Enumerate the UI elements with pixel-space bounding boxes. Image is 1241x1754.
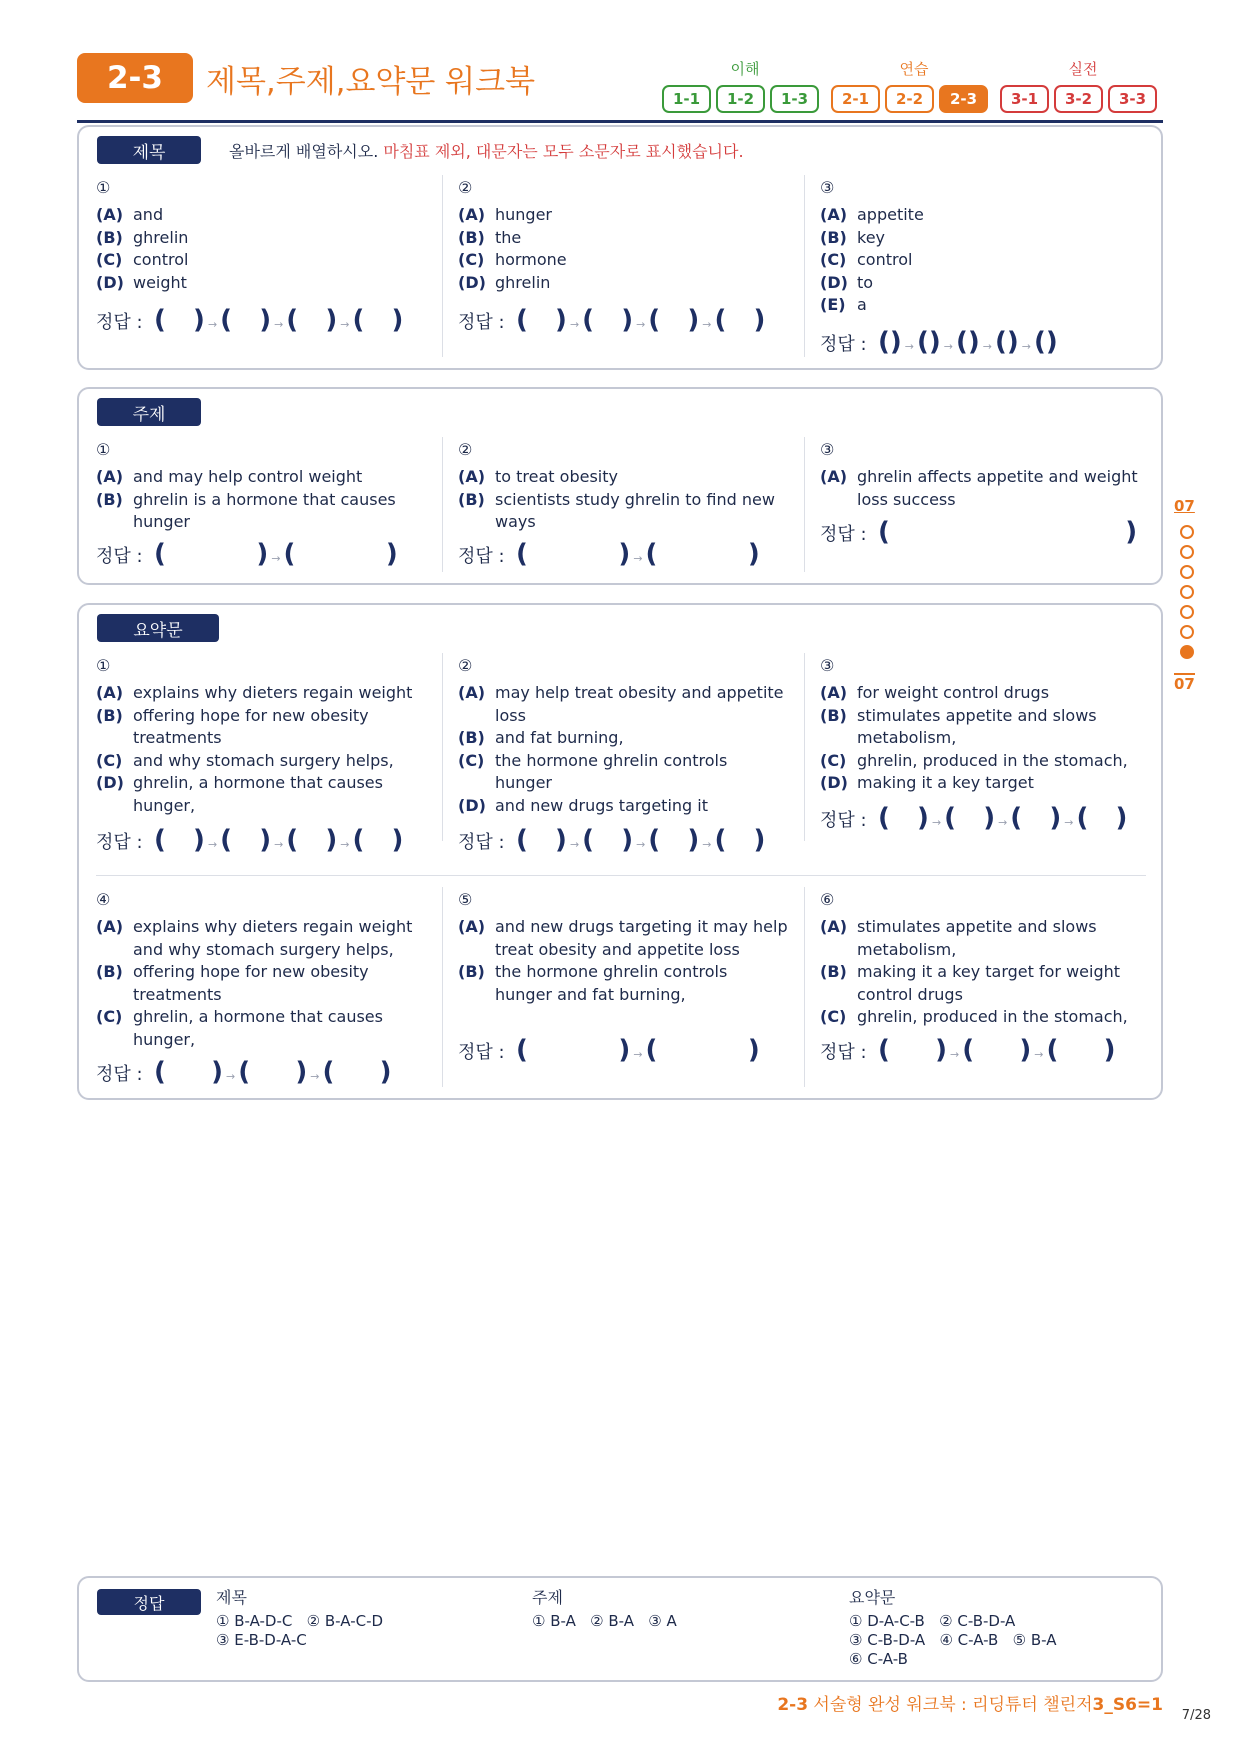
option-d: (D) and new drugs targeting it: [458, 795, 708, 815]
stage-button-3-2[interactable]: 3-2: [1054, 85, 1103, 113]
theme-section: [77, 387, 1163, 585]
answer-blank[interactable]: 정답 : ( ) → ( ) → ( ) → ( ): [458, 305, 766, 335]
option-b: (B) scientists study ghrelin to find new ways: [458, 489, 775, 531]
summary-section: [77, 603, 1163, 1100]
problem-number: ①: [96, 656, 111, 675]
option-a: (A) and may help control weight: [96, 467, 363, 486]
option-a: (A) hunger: [458, 205, 552, 224]
answer-blank[interactable]: 정답 : ( ) → ( ) → ( ) → ( ): [458, 825, 766, 855]
answer-blank[interactable]: 정답 : ( ) → ( ): [458, 1035, 760, 1065]
theme-problem-3: [820, 439, 1150, 511]
stage-label-real: 실전: [1068, 60, 1098, 78]
problem-number: ②: [458, 440, 473, 459]
problem-number: ②: [458, 656, 473, 675]
option-c: (C) control: [96, 250, 189, 269]
option-c: (C) hormone: [458, 250, 567, 269]
stage-button-2-3[interactable]: 2-3: [939, 85, 988, 113]
stage-button-1-2[interactable]: 1-2: [716, 85, 765, 113]
progress-dot: [1180, 565, 1194, 579]
option-b: (B) making it a key target for weight control drugs: [820, 962, 1121, 1004]
answer-key-theme: 주제 ① B-A ② B-A ③ A: [532, 1588, 677, 1630]
summary-problem-4: [96, 889, 426, 1051]
option-d: (D) ghrelin, a hormone that causes hunger,: [96, 773, 383, 815]
problem-number: ③: [820, 656, 835, 675]
column-divider: [804, 175, 805, 357]
option-b: (B) key: [820, 227, 886, 247]
progress-dot: [1180, 605, 1194, 619]
progress-dot-current: [1180, 645, 1194, 659]
option-b: (B) the hormone ghrelin controls hunger and fat burning,: [458, 962, 728, 1004]
column-divider: [442, 653, 443, 841]
answer-blank[interactable]: 정답 : ( ) → ( ): [458, 539, 760, 569]
lesson-badge: 2-3: [77, 53, 193, 103]
option-d: (D) weight: [96, 272, 187, 292]
option-c: (C) ghrelin, a hormone that causes hunger,: [96, 1007, 383, 1049]
problem-number: ④: [96, 890, 111, 909]
theme-problem-2: [458, 439, 788, 534]
option-a: (A) stimulates appetite and slows metabolism,: [820, 917, 1097, 959]
answer-blank[interactable]: 정답 : ( ) → ( ) → ( ) → ( ): [96, 825, 404, 855]
answer-blank[interactable]: 정답 : () → () → () → () → (): [820, 327, 1058, 357]
stage-label-practice: 연습: [899, 60, 929, 78]
problem-number: ③: [820, 178, 835, 197]
answer-key-title: 제목 ① B-A-D-C ② B-A-C-D ③ E-B-D-A-C: [216, 1588, 384, 1649]
problem-number: ⑤: [458, 890, 473, 909]
column-divider: [804, 887, 805, 1087]
option-b: (B) offering hope for new obesity treatments: [96, 962, 369, 1004]
option-c: (C) ghrelin, produced in the stomach,: [820, 1007, 1128, 1026]
answer-blank[interactable]: 정답 : ( ) → ( ) → ( ) → ( ): [96, 305, 404, 335]
summary-problem-2: [458, 655, 788, 817]
option-a: (A) explains why dieters regain weight: [96, 683, 413, 702]
option-e: (E) a: [820, 295, 867, 314]
answer-blank[interactable]: 정답 : ( ) → ( ) → ( ) → ( ): [820, 803, 1128, 833]
progress-number-top: 07: [1174, 497, 1195, 515]
title-section: [77, 125, 1163, 370]
option-c: (C) ghrelin, produced in the stomach,: [820, 750, 1128, 770]
summary-problem-3: [820, 655, 1150, 795]
stage-button-2-1[interactable]: 2-1: [831, 85, 880, 113]
progress-dot: [1180, 585, 1194, 599]
summary-problem-6: [820, 889, 1150, 1029]
answer-blank[interactable]: 정답 : ( ) → ( ) → ( ): [96, 1057, 392, 1087]
answer-blank[interactable]: 정답 : ( ): [820, 517, 1138, 547]
progress-dot: [1180, 625, 1194, 639]
option-b: (B) and fat burning,: [458, 728, 624, 747]
column-divider: [442, 175, 443, 357]
summary-problem-5: [458, 889, 788, 1006]
title-problem-1: [96, 177, 426, 294]
stage-button-3-3[interactable]: 3-3: [1108, 85, 1157, 113]
problem-number: ②: [458, 178, 473, 197]
progress-dot: [1180, 545, 1194, 559]
answer-blank[interactable]: 정답 : ( ) → ( ): [96, 539, 398, 569]
title-problem-3: [820, 177, 1150, 317]
theme-problem-1: [96, 439, 426, 534]
option-a: (A) and new drugs targeting it may help treat obesity and appetite loss: [458, 917, 788, 959]
column-divider: [804, 437, 805, 572]
header-divider: [77, 120, 1163, 123]
option-b: (B) the: [458, 227, 522, 247]
problem-number: ⑥: [820, 890, 835, 909]
option-a: (A) ghrelin affects appetite and weight loss success: [820, 467, 1138, 509]
option-a: (A) may help treat obesity and appetite loss: [458, 683, 784, 725]
page-number: 7/28: [1181, 1708, 1211, 1723]
problem-number: ③: [820, 440, 835, 459]
option-a: (A) for weight control drugs: [820, 683, 1050, 702]
option-b: (B) offering hope for new obesity treatments: [96, 705, 369, 747]
page-title: 제목,주제,요약문 워크북: [206, 64, 536, 100]
option-c: (C) control: [820, 250, 913, 269]
option-d: (D) ghrelin: [458, 272, 551, 292]
option-a: (A) explains why dieters regain weight and why stomach surgery helps,: [96, 917, 413, 959]
stage-label-understand: 이해: [730, 60, 760, 78]
option-d: (D) making it a key target: [820, 773, 1034, 792]
stage-button-3-1[interactable]: 3-1: [1000, 85, 1049, 113]
progress-dot: [1180, 525, 1194, 539]
option-b: (B) stimulates appetite and slows metabolism,: [820, 705, 1097, 747]
option-a: (A) appetite: [820, 205, 924, 224]
section-label-theme: 주제: [97, 398, 201, 426]
option-d: (D) to: [820, 272, 874, 292]
problem-number: ①: [96, 178, 111, 197]
row-divider: [96, 875, 1146, 876]
instruction: 올바르게 배열하시오. 마침표 제외, 대문자는 모두 소문자로 표시했습니다.: [229, 142, 744, 161]
answer-key-label: 정답: [97, 1589, 201, 1615]
option-c: (C) and why stomach surgery helps,: [96, 750, 394, 770]
section-label-summary: 요약문: [97, 614, 219, 642]
option-c: (C) the hormone ghrelin controls hunger: [458, 750, 728, 792]
stage-button-1-3[interactable]: 1-3: [770, 85, 819, 113]
stage-button-2-2[interactable]: 2-2: [885, 85, 934, 113]
option-a: (A) and: [96, 205, 164, 224]
title-problem-2: [458, 177, 788, 294]
progress-number-bottom: 07: [1174, 675, 1195, 693]
answer-blank[interactable]: 정답 : ( ) → ( ) → ( ): [820, 1035, 1116, 1065]
section-label-title: 제목: [97, 136, 201, 164]
option-b: (B) ghrelin is a hormone that causes hunger: [96, 489, 396, 531]
column-divider: [442, 887, 443, 1087]
summary-problem-1: [96, 655, 426, 817]
stage-button-1-1[interactable]: 1-1: [662, 85, 711, 113]
option-a: (A) to treat obesity: [458, 467, 618, 486]
column-divider: [804, 653, 805, 841]
footer-caption: 2-3 서술형 완성 워크북 : 리딩튜터 챌린저3_S6=1: [777, 1695, 1163, 1715]
column-divider: [442, 437, 443, 572]
answer-key: [77, 1576, 1163, 1682]
option-b: (B) ghrelin: [96, 227, 189, 247]
problem-number: ①: [96, 440, 111, 459]
answer-key-summary: 요약문 ① D-A-C-B ② C-B-D-A ③ C-B-D-A ④ C-A-B ⑤ B-A ⑥ C-A-B: [849, 1588, 1057, 1668]
